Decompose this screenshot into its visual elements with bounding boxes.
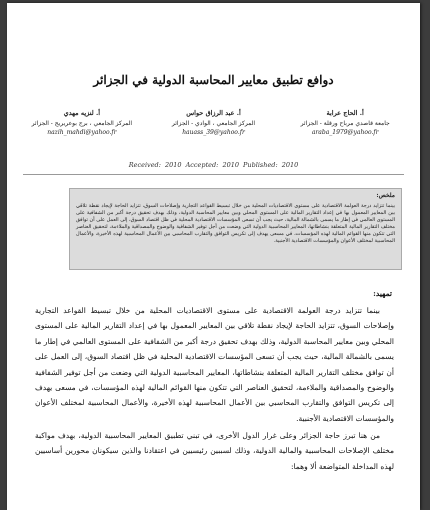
body-text [35,303,394,476]
divider [23,174,404,175]
intro-heading: تمهيد: [373,289,392,298]
author-block [17,109,147,169]
paragraph: من هنا تبرز حاجة الجزائر وعلى غرار الدول الأخرى، في تبني تطبيق المعايير المحاسبية الدولية، بهدف مواكبة مختلف الإصلاحات المحاسبية والمالية الدولية، وذلك لسببين رئيسيين في اعتقادنا والذين سيكونان محورين أساسيين لهذه المداخلة المتواضعة ألا وهما: [35,431,394,471]
document-page [7,3,420,510]
author-block [149,109,279,169]
author-email[interactable]: nazih_mahdi@yahoo.fr [47,128,117,136]
abstract-text: بينما تتزايد درجة العولمة الاقتصادية على مستوى الاقتصاديات المحلية من خلال تبسيط القواعد التجارية وإصلاحات السوق، تتزايد الحاجة لإيجاد نقطة تلاقي بين المعايير المعمول بها في إعداد التقارير المالية على المستوى المحلي وبين معايير المحاسبة الدولية، وذلك بهدف تحقيق درجة أكبر من الشفافية على المستوى العالمي في إطار ما يسمى بالشمالة المالية، حيث يجب أن تسعى المؤسسات الاقتصادية المحلية في ظل اقتصاد السوق، إلى العمل على أن توافق مختلف التقارير المالية المتعلقة بنشاطاتها، المعايير المحاسبية الدولية التي وضعت من أجل توفير الشفافية والوضوح والمصداقية والملاءمة، لتحقيق العناصر التي تتكون منها القوائم المالية لهذه المؤسسات، في مسعى يهدف إلى تكريس التوافق والتقارب المحاسبي بين الأعمال المحاسبية لهذه الأخيرة، والأعمال المحاسبية لمختلف الأعوان والمؤسسات الاقتصادية الأجنبية. [76,202,395,244]
abstract-box [69,188,402,270]
author-name: أ. لنزيه مهدي [63,109,101,117]
paper-title: دوافع تطبيق معايير المحاسبة الدولية في الجزائر [93,73,334,87]
author-email[interactable]: hauass_39@yahoo.fr [182,128,245,136]
author-list [17,109,410,169]
paragraph: بينما تتزايد درجة العولمة الاقتصادية على مستوى الاقتصاديات المحلية من خلال تبسيط القواعد التجارية وإصلاحات السوق، تتزايد الحاجة لإيجاد نقطة تلاقي بين المعايير المعمول بها في إعداد التقارير المالية على المستوى المحلي وبين معايير المحاسبة الدولية، وذلك بهدف تحقيق درجة أكبر من الشفافية على المستوى العالمي في إطار ما يسمى بالشمالة المالية، حيث يجب أن تسعى المؤسسات الاقتصادية المحلية في ظل اقتصاد السوق، إلى العمل على أن توافق مختلف التقارير المالية المتعلقة بنشاطاتها، المعايير المحاسبية الدولية التي وضعت من أجل توفير الشفافية والوضوح والمصداقية والملاءمة، لتحقيق العناصر التي تتكون منها القوائم المالية لهذه المؤسسات، في مسعى يهدف إلى تكريس التوافق والتقارب المحاسبي بين الأعمال المحاسبية لهذه الأخيرة، والأعمال المحاسبية لمختلف الأعوان والمؤسسات الاقتصادية الأجنبية. [35,306,394,423]
author-affiliation: المركز الجامعي ، الوادي - الجزائر [171,119,256,127]
author-block [280,109,410,169]
abstract-heading: ملخص: [376,192,395,199]
author-name: أ. عبد الرزاق حواس [186,109,241,117]
publication-dates: Received: 2010 Accepted: 2010 Published: 2010 [128,161,299,169]
author-affiliation: المركز الجامعي ، برج بوعريريج - الجزائر [31,119,133,127]
author-affiliation: جامعة قاصدي مرباح ورقلة - الجزائر [300,119,390,127]
author-email[interactable]: araba_1979@yahoo.fr [311,128,379,136]
author-name: أ. الحاج عرابة [326,109,364,117]
